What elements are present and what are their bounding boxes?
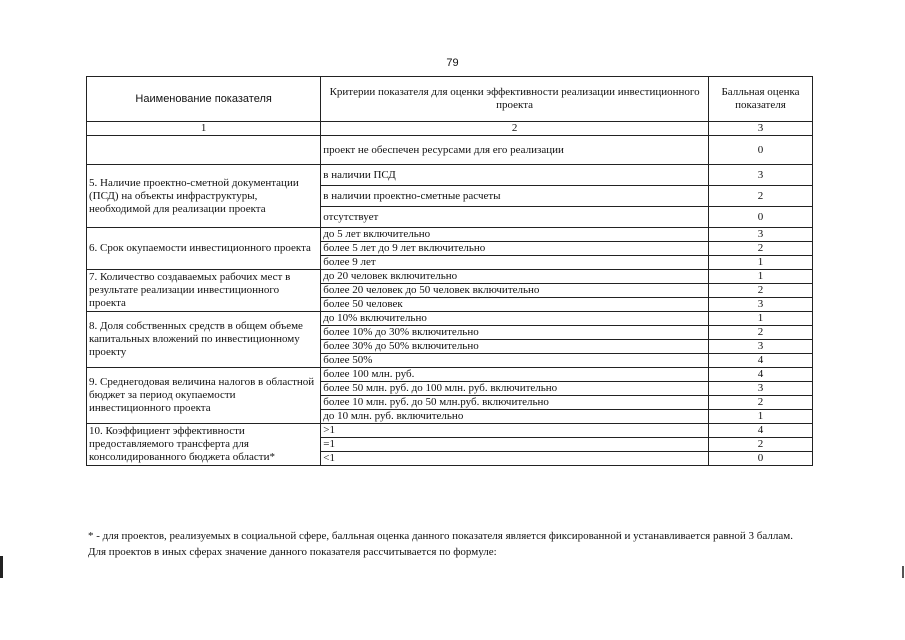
indicator-name: 6. Срок окупаемости инвестиционного проекта [87,228,321,270]
score-cell: 3 [708,298,812,312]
criterion-cell: более 30% до 50% включительно [321,340,709,354]
score-cell: 3 [708,228,812,242]
indicator-name: 9. Среднегодовая величина налогов в областной бюджет за период окупаемости инвестиционного проекта [87,368,321,424]
score-cell: 4 [708,368,812,382]
criterion-cell: до 20 человек включительно [321,270,709,284]
score-cell: 1 [708,312,812,326]
criterion-cell: более 100 млн. руб. [321,368,709,382]
score-cell: 4 [708,354,812,368]
criterion-cell: более 50 человек [321,298,709,312]
criterion-cell: до 5 лет включительно [321,228,709,242]
scan-edge-mark-right [902,566,904,578]
criterion-cell: в наличии проектно-сметные расчеты [321,186,709,207]
table-row [87,424,813,438]
score-cell: 0 [708,136,812,165]
page-number: 79 [446,57,459,69]
column-number: 2 [321,122,709,136]
header-criteria: Критерии показателя для оценки эффективности реализации инвестиционного проекта [321,77,709,122]
indicator-name: 5. Наличие проектно-сметной документации (ПСД) на объекты инфраструктуры, необходимой для реализации проекта [87,165,321,228]
column-number: 3 [708,122,812,136]
indicator-name: 8. Доля собственных средств в общем объеме капитальных вложений по инвестиционному проекту [87,312,321,368]
header-row [87,77,813,122]
score-cell: 2 [708,242,812,256]
table-row [87,368,813,382]
continuation-row [87,136,813,165]
score-cell: 2 [708,396,812,410]
score-cell: 2 [708,326,812,340]
header-indicator-name: Наименование показателя [87,77,321,122]
table-row [87,312,813,326]
header-score: Балльная оценка показателя [708,77,812,122]
table-row [87,165,813,186]
criterion-cell: более 50 млн. руб. до 100 млн. руб. включительно [321,382,709,396]
score-cell: 3 [708,165,812,186]
criterion-cell: более 50% [321,354,709,368]
criterion-cell: более 9 лет [321,256,709,270]
scan-edge-mark [0,556,3,578]
indicator-name: 10. Коэффициент эффективности предоставляемого трансферта для консолидированного бюджета области* [87,424,321,466]
column-number: 1 [87,122,321,136]
criteria-table [86,76,813,466]
footnote-note: * - для проектов, реализуемых в социальной сфере, балльная оценка данного показателя является фиксированной и устанавливается равной 3 баллам. [88,530,793,542]
score-cell: 3 [708,340,812,354]
indicator-name-empty [87,136,321,165]
criterion-cell: более 20 человек до 50 человек включительно [321,284,709,298]
criterion-cell: =1 [321,438,709,452]
criterion-cell: >1 [321,424,709,438]
score-cell: 1 [708,270,812,284]
criterion-cell: до 10% включительно [321,312,709,326]
score-cell: 3 [708,382,812,396]
score-cell: 2 [708,186,812,207]
score-cell: 1 [708,256,812,270]
score-cell: 1 [708,410,812,424]
indicator-name: 7. Количество создаваемых рабочих мест в результате реализации инвестиционного проекта [87,270,321,312]
criterion-cell: проект не обеспечен ресурсами для его реализации [321,136,709,165]
criterion-cell: более 10% до 30% включительно [321,326,709,340]
criterion-cell: в наличии ПСД [321,165,709,186]
score-cell: 4 [708,424,812,438]
score-cell: 0 [708,452,812,466]
score-cell: 2 [708,284,812,298]
column-number-row [87,122,813,136]
criterion-cell: более 5 лет до 9 лет включительно [321,242,709,256]
score-cell: 2 [708,438,812,452]
criteria-table-body [87,77,813,466]
score-cell: 0 [708,207,812,228]
table-row [87,270,813,284]
criterion-cell: до 10 млн. руб. включительно [321,410,709,424]
footnote [48,528,858,560]
criterion-cell: более 10 млн. руб. до 50 млн.руб. включительно [321,396,709,410]
criterion-cell: отсутствует [321,207,709,228]
footnote-formula-intro: Для проектов в иных сферах значение данного показателя рассчитывается по формуле: [88,546,497,558]
table-row [87,228,813,242]
criterion-cell: <1 [321,452,709,466]
